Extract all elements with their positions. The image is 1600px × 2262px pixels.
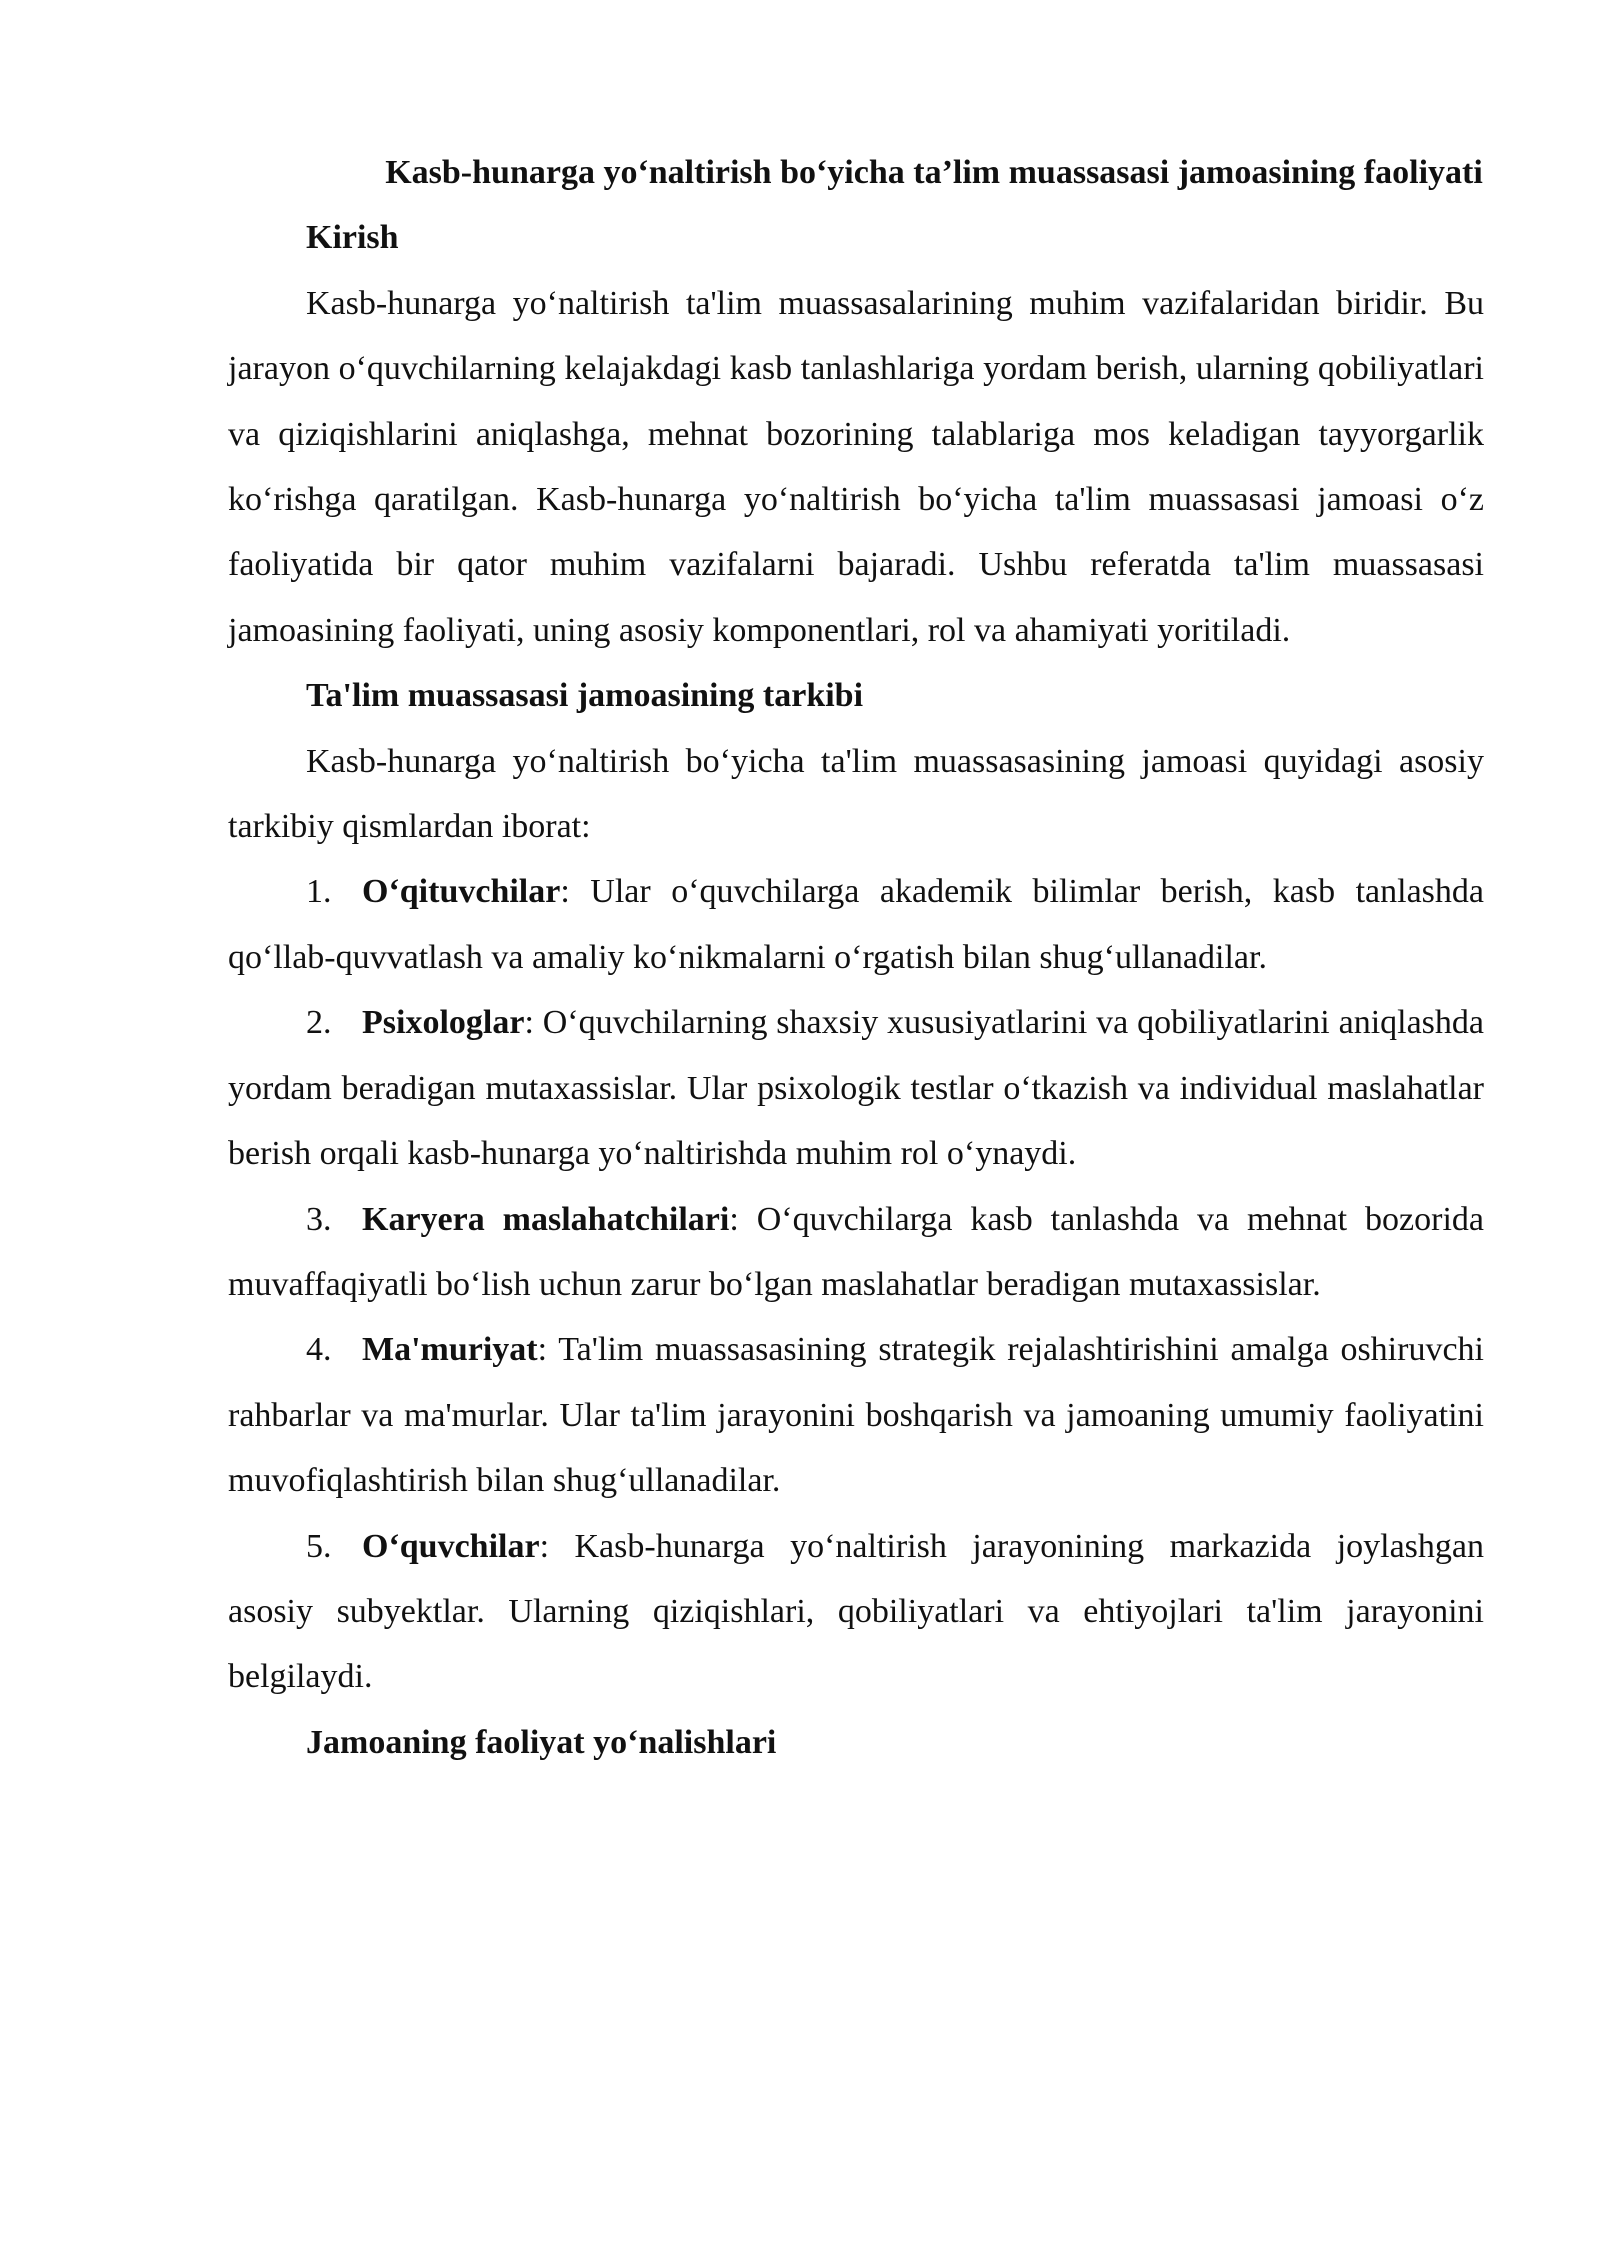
list-item-text: : O‘quvchilarning shaxsiy xususiyatlarini va qobiliyatlarini aniqlashda yordam beradigan mutaxassislar. Ular psixologik testlar o‘tkazish va individual maslahatlar berish orqali kasb-hunarga yo‘naltirishda muhim rol o‘ynaydi.	[228, 1004, 1484, 1173]
list-item-term: O‘quvchilar	[362, 1527, 540, 1565]
list-item	[228, 1187, 1484, 1318]
list-item-text: : Ta'lim muassasasining strategik rejalashtirishini amalga oshiruvchi rahbarlar va ma'murlar. Ular ta'lim jarayonini boshqarish va jamoaning umumiy faoliyatini muvofiqlashtirish bilan shug‘ullanadilar.	[228, 1331, 1484, 1500]
structure-paragraph: Kasb-hunarga yo‘naltirish bo‘yicha ta'lim muassasasining jamoasi quyidagi asosiy tarkibiy qismlardan iborat:	[228, 742, 1484, 846]
list-item-number: 4.	[306, 1331, 332, 1369]
list-item-term: Karyera maslahatchilari	[362, 1200, 730, 1238]
list-item-number: 1.	[306, 873, 332, 911]
list-item-term: O‘qituvchilar	[362, 873, 561, 911]
list-item-text: : Ular o‘quvchilarga akademik bilimlar berish, kasb tanlashda qo‘llab-quvvatlash va amaliy ko‘nikmalarni o‘rgatish bilan shug‘ullanadilar.	[228, 873, 1484, 976]
section-heading-activities: Jamoaning faoliyat yo‘nalishlari	[306, 1723, 777, 1761]
document-page	[228, 140, 1484, 1775]
list-item	[228, 1514, 1484, 1710]
list-item-text: : O‘quvchilarga kasb tanlashda va mehnat bozorida muvaffaqiyatli bo‘lish uchun zarur bo‘lgan maslahatlar beradigan mutaxassislar.	[228, 1200, 1484, 1303]
list-item-number: 2.	[306, 1004, 332, 1042]
list-item-number: 3.	[306, 1200, 332, 1238]
list-item	[228, 1317, 1484, 1513]
list-item-term: Ma'muriyat	[362, 1331, 538, 1369]
list-item-number: 5.	[306, 1527, 332, 1565]
list-item	[228, 990, 1484, 1186]
intro-paragraph: Kasb-hunarga yo‘naltirish ta'lim muassasalarining muhim vazifalaridan biridir. Bu jarayon o‘quvchilarning kelajakdagi kasb tanlashlariga yordam berish, ularning qobiliyatlari va qiziqishlarini aniqlashga, mehnat bozorining talablariga mos keladigan tayyorgarlik ko‘rishga qaratilgan. Kasb-hunarga yo‘naltirish bo‘yicha ta'lim muassasasi jamoasi o‘z faoliyatida bir qator muhim vazifalarni bajaradi. Ushbu referatda ta'lim muassasasi jamoasining faoliyati, uning asosiy komponentlari, rol va ahamiyati yoritiladi.	[228, 284, 1484, 649]
list-item-text: : Kasb-hunarga yo‘naltirish jarayonining markazida joylashgan asosiy subyektlar. Ularning qiziqishlari, qobiliyatlari va ehtiyojlari ta'lim jarayonini belgilaydi.	[228, 1527, 1484, 1696]
section-heading-structure: Ta'lim muassasasi jamoasining tarkibi	[306, 677, 864, 715]
document-title: Kasb-hunarga yo‘naltirish bo‘yicha ta’lim muassasasi jamoasining faoliyati	[385, 154, 1483, 191]
section-heading-intro: Kirish	[306, 219, 399, 257]
list-item-term: Psixologlar	[362, 1004, 525, 1042]
list-item	[228, 859, 1484, 990]
